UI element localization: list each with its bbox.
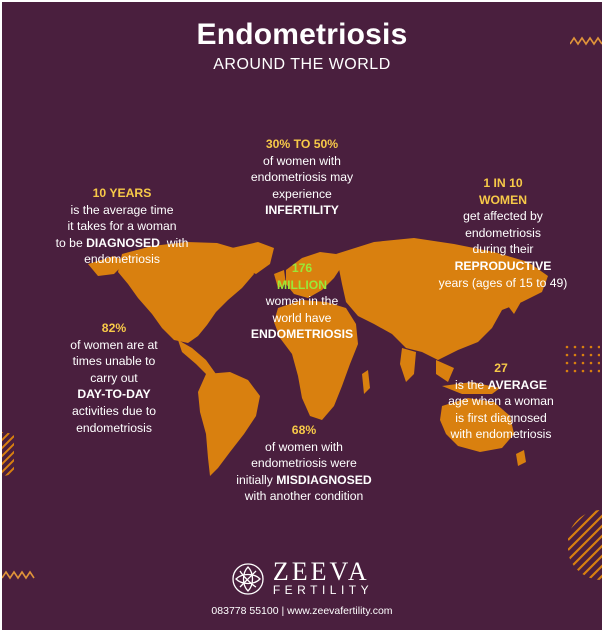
brand-subtitle: FERTILITY (272, 583, 374, 597)
stat-line: age when a woman (448, 394, 554, 409)
stat-headline: 27 (494, 361, 508, 375)
stat-line: experience (272, 186, 332, 201)
logo-row (231, 557, 374, 597)
dot-grid-decoration (564, 344, 600, 380)
brand-logo (2, 557, 602, 601)
stat-bold-line: REPRODUCTIVE (454, 258, 552, 273)
stat-world (240, 260, 364, 343)
stat-line: years (ages of 15 to 49) (438, 275, 568, 290)
page-title: Endometriosis (196, 18, 408, 51)
stat-headline: 1 IN 10 (483, 176, 523, 190)
stat-line (42, 235, 202, 252)
stat-text: initially (236, 472, 277, 487)
stat-line: endometriosis (84, 252, 160, 267)
stat-line: activities due to (71, 403, 156, 418)
stat-headline: 82% (101, 321, 127, 335)
infographic-poster (2, 2, 602, 630)
brand-name: ZEEVA (272, 557, 370, 586)
stat-bold: DIAGNOSED (86, 235, 160, 250)
stat-line: endometriosis (76, 420, 152, 435)
lotus-logo-icon (231, 562, 265, 596)
stat-diagnosis-time (42, 185, 202, 268)
stat-line: endometriosis (465, 225, 541, 240)
stat-line: get affected by (463, 209, 543, 224)
stat-bold: MISDIAGNOSED (276, 472, 372, 487)
stat-headline: 176 (291, 261, 313, 275)
stat-headline: WOMEN (478, 192, 528, 207)
stat-average-age (438, 360, 564, 443)
stat-headline: 10 YEARS (92, 186, 152, 200)
stat-text: to be (55, 235, 87, 250)
stat-text: with (159, 235, 189, 250)
stat-line: endometriosis were (251, 456, 357, 471)
stat-line: it takes for a woman (67, 219, 177, 234)
stat-line: carry out (90, 370, 138, 385)
stat-line: women in the (265, 294, 339, 309)
stat-line: endometriosis may (250, 170, 354, 185)
zigzag-decoration-top-right (570, 36, 602, 46)
stat-infertility (232, 136, 372, 219)
stat-line: with another condition (244, 489, 364, 504)
stat-misdiagnosed (224, 422, 384, 505)
stat-bold: AVERAGE (487, 377, 547, 392)
stat-bold-line: DAY-TO-DAY (77, 387, 151, 402)
stat-line: of women with (265, 439, 343, 454)
stat-line: with endometriosis (450, 427, 552, 442)
stat-bold-line: INFERTILITY (265, 203, 339, 218)
stat-line: is the average time (70, 202, 174, 217)
striped-semicircle-left (2, 432, 14, 476)
stat-line: is first diagnosed (455, 410, 547, 425)
stat-line: of women are at (70, 337, 158, 352)
stat-reproductive (430, 175, 576, 291)
stat-headline: 30% TO 50% (265, 137, 339, 151)
brand-text (272, 557, 374, 597)
stat-line (224, 472, 384, 489)
stat-line (438, 377, 564, 394)
stat-line: world have (272, 310, 332, 325)
stat-headline: 68% (291, 423, 317, 437)
stat-line: times unable to (72, 354, 156, 369)
stat-text: is the (455, 377, 488, 392)
page-subtitle: AROUND THE WORLD (213, 56, 391, 73)
stat-line: of women with (263, 153, 341, 168)
stat-bold-line: ENDOMETRIOSIS (250, 327, 354, 342)
stat-line: during their (472, 242, 534, 257)
stat-headline: MILLION (276, 277, 328, 292)
stat-day-to-day (54, 320, 174, 436)
contact-info: 083778 55100 | www.zeevafertility.com (211, 605, 393, 617)
